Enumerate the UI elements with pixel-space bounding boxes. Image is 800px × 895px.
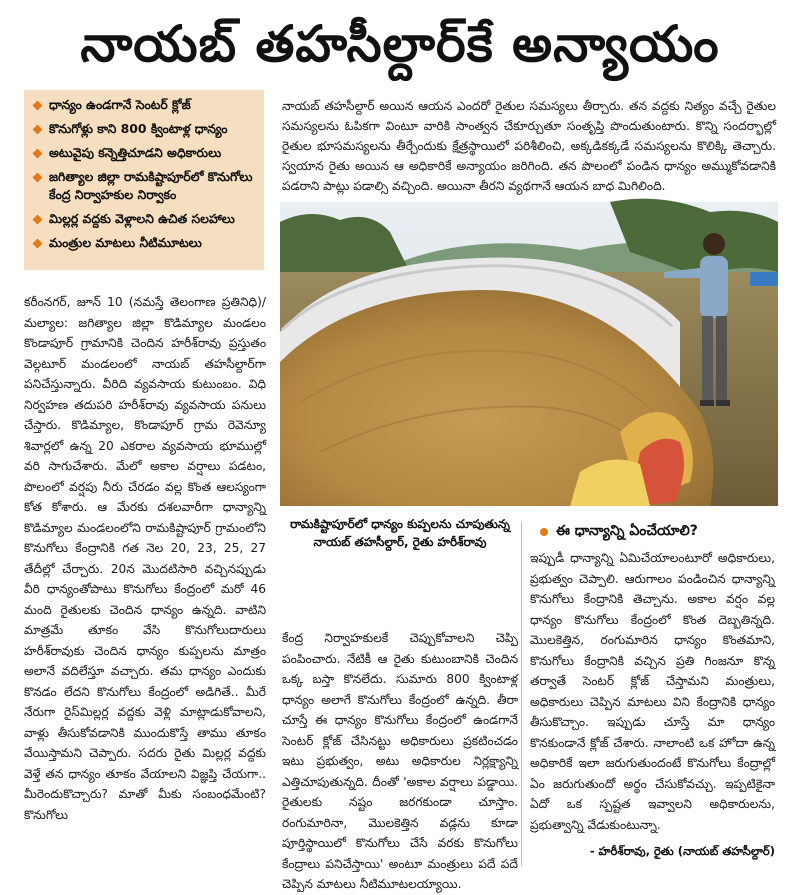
article-column-middle xyxy=(282,628,518,891)
sub-heading: ఈ ధాన్యాన్ని ఏంచేయాలి? xyxy=(540,521,774,543)
diamond-bullet-icon xyxy=(33,149,43,159)
intro-paragraph: నాయబ్ తహసీల్దార్ అయిన ఆయన ఎందరో రైతుల సమస్యలు తీర్చారు. తన వద్దకు నిత్యం వచ్చే రైతుల సమస్యలను ఓపికగా వింటూ వారికి సాంత్వన చేకూర్చుతూ సంతృప్తి పొందుతుంటారు. కొన్ని సందర్భాల్లో రైతుల భూసమస్యలను తీర్చేందుకు క్షేత్రస్థాయిలో పరిశీలించి, అక్కడికక్కడే సమస్యలను కొలిక్కి తెచ్చారు. స్వయాన రైతు అయిన ఆ అధికారికే అన్యాయం జరిగింది. తన పొలంలో పండిన ధాన్యం అమ్ముకోవడానికి పడరాని పాట్లు పడాల్సి వచ్చింది. అయినా తీరని వ్యథగానే ఆయన బాధ మిగిలింది. xyxy=(282,99,776,193)
caption-line-2: నాయబ్ తహసీల్దార్, రైతు హరీశ్‌రావు xyxy=(313,535,487,549)
highlights-list xyxy=(32,96,258,252)
round-bullet-icon xyxy=(540,528,548,536)
highlight-item: జగిత్యాల జిల్లా రామకిష్టాపూర్‌లో కొనుగోలు కేంద్ర నిర్వాహకుల నిర్వాకం xyxy=(32,168,258,204)
quote-attribution: - హరీశ్‌రావు, రైతు (నాయబ్ తహసీల్దార్) xyxy=(589,844,775,858)
diamond-bullet-icon xyxy=(33,101,43,111)
article-column-right xyxy=(530,548,775,848)
article-column-left xyxy=(24,292,266,867)
body-text-right: ఇప్పుడీ ధాన్యాన్ని ఏమిచేయాలంటూరో అధికారులు, ప్రభుత్వం చెప్పాలి. ఆరుగాలం పండించిన ధాన్యాన్ని కొనుగోలు కేంద్రానికి తెచ్చాను. అకాల వర్షం వల్ల ధాన్యం కొనుగోలు కేంద్రంలో కొంత దెబ్బతిన్నది. మొలకెత్తిన, రంగుమారిన ధాన్యం కొంతమాని, కొనుగోలు కేంద్రానికి వచ్చిన ప్రతి గింజనూ కొన్న తర్వాతే సెంటర్ క్లోజ్ చేస్తామని మంత్రులు, అధికారులు చెప్పిన మాటలు విని కేంద్రానికి ధాన్యం తీసుకొచ్చాం. ఇప్పుడు చూస్తే మా ధాన్యం కొనకుండానే క్లోజ్ చేశారు. నాలాంటి ఒక హోదా ఉన్న అధికారికే ఇలా జరుగుతుందంటే కొనుగోలు కేంద్రాల్లో ఏం జరుగుతుందో అర్థం చేసుకోవచ్చు. ఇప్పటికైనా ఏదో ఒక స్పష్టత ఇవ్వాలని అధికారులను, ప్రభుత్వాన్ని వేడుకుంటున్నా. xyxy=(530,551,775,832)
photo-caption xyxy=(282,515,518,571)
highlight-item: అటువైపు కన్నెత్తిచూడని అధికారులు xyxy=(32,144,258,162)
caption-line-1: రామకిష్టాపూర్‌లో ధాన్యం కుప్పలను చూపుతున్న xyxy=(290,517,510,531)
diamond-bullet-icon xyxy=(33,215,43,225)
highlight-item: మంత్రుల మాటలు నీటిమూటలు xyxy=(32,234,258,252)
diamond-bullet-icon xyxy=(33,125,43,135)
body-text-middle: కేంద్ర నిర్వాహకులకే చెప్పుకోవాలని చెప్పి పంపించారు. నేటికీ ఆ రైతు కుటుంబానికి చెందిన ఒక్క బస్తా కొనలేదు. సుమారు 800 క్వింటాళ్ల ధాన్యం అలాగే కొనుగోలు కేంద్రంలో ఉన్నది. తీరా చూస్తే ఈ ధాన్యం కొనుగోలు కేంద్రంలో ఉండగానే సెంటర్ క్లోజ్ చేసినట్టు అధికారులు ప్రకటించడం ఇటు ప్రభుత్వం, అటు అధికారుల నిర్లక్ష్యాన్ని ఎత్తిచూపుతున్నది. దీంతో 'అకాల వర్షాలు పడ్డాయి. రైతులకు నష్టం జరగకుండా చూస్తాం. రంగుమారినా, మొలకెత్తిన వడ్లను కూడా పూర్తిస్థాయిలో కొనుగోలు చేసే వరకు కొనుగోలు కేంద్రాలు పనిచేస్తాయి' అంటూ మంత్రులు పదే పదే చెప్పిన మాటలు నీటిమూటలయ్యాయి. xyxy=(282,631,518,891)
body-text-left: కరీంనగర్, జూన్ 10 (నమస్తే తెలంగాణ ప్రతినిధి)/మల్యాల: జగిత్యాల జిల్లా కొడిమ్యాల మండలం కొండాపూర్ గ్రామానికి చెందిన హరీశ్‌రావు ప్రస్తుతం వెల్గటూర్ మండలంలో నాయబ్ తహసీల్దార్‌గా పనిచేస్తున్నారు. వీరిది వ్యవసాయ కుటుంబం. విధి నిర్వహణ తదుపరి హరీశ్‌రావు వ్యవసాయ పనులు చేస్తారు. కొడిమ్యాల, కొండాపూర్ గ్రామ రెవెన్యూ శివార్లలో ఉన్న 20 ఎకరాల వ్యవసాయ భూముల్లో వరి సాగుచేశారు. మేలో అకాల వర్షాలు పడటం, పొలంలో వర్షపు నీరు చేరడం వల్ల కొంత ఆలస్యంగా కోత కోశారు. ఆ మేరకు దశలవారీగా ధాన్యాన్ని కొడిమ్యాల మండలంలోని రామకిష్టాపూర్ గ్రామంలోని కొనుగోలు కేంద్రానికి గత నెల 20, 23, 25, 27 తేదీల్లో చేర్చారు. 20న మొదటిసారి వచ్చినప్పుడు వీరి ధాన్యంతోపాటు కొనుగోలు కేంద్రంలో మరో 46 మంది రైతులకు చెందిన ధాన్యం ఉన్నది. వాటిని మాత్రమే తూకం వేసి కొనుగోలుదారులు హరీశ్‌రావుకు చెందిన ధాన్యం కుప్పలను మాత్రం అలానే వదిలేస్తూ వచ్చారు. తమ ధాన్యం ఎందుకు కొనడం లేదని కొనుగోలు కేంద్రంలో అడిగితే.. మీరే నేరుగా రైస్‌మిల్లర్ల వద్దకు వెళ్లి మాట్లాడుకోవాలని, వాళ్లు తీసుకోవడానికి ముందుకొస్తే తాము తూకం వేయిస్తామని చెప్పారు. సదరు రైతు మిల్లర్ల వద్దకు వెళ్తే తన ధాన్యం తూకం వేయాలని విజ్ఞప్తి చేయగా.. మీరెందుకొచ్చారు? మాతో మీకు సంబంధమేంటి? కొనుగోలు xyxy=(24,295,266,822)
headline: నాయబ్ తహసీల్దార్‌కే అన్యాయం xyxy=(80,15,720,73)
paddy-heap-photo xyxy=(280,202,778,506)
column-divider xyxy=(521,522,522,866)
highlight-item: మిల్లర్ల వద్దకు వెళ్లాలని ఉచిత సలహాలు xyxy=(32,210,258,228)
paddy-heap-illustration xyxy=(280,202,778,506)
highlight-item: ధాన్యం ఉండగానే సెంటర్ క్లోజ్ xyxy=(32,96,258,114)
highlight-item: కొనుగోళ్లు కాని 800 క్వింటాళ్ల ధాన్యం xyxy=(32,120,258,138)
highlights-box xyxy=(24,90,264,270)
diamond-bullet-icon xyxy=(33,239,43,249)
diamond-bullet-icon xyxy=(33,173,43,183)
